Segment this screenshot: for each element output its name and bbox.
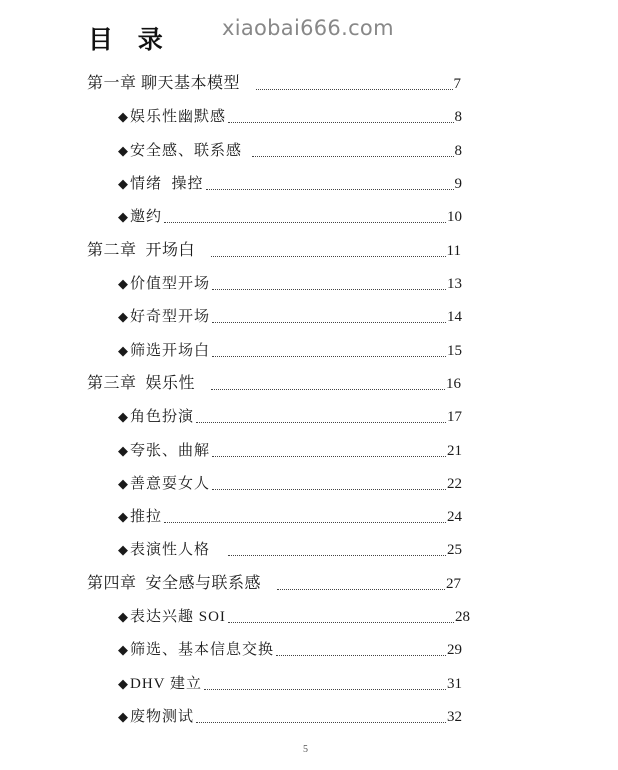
toc-section[interactable] [118,539,462,561]
toc-page-number: 22 [447,476,462,492]
toc-page-number: 31 [447,676,462,692]
toc-label: 邀约 [130,209,163,225]
dot-leader [212,321,446,323]
dot-leader [196,421,446,423]
dot-leader [212,488,446,490]
toc-page-number: 25 [447,542,462,558]
toc-label: 第二章 开场白 [87,242,196,259]
diamond-bullet-icon: ◆ [118,276,129,291]
toc-label: 筛选开场白 [130,343,211,359]
toc-section[interactable] [118,506,462,528]
toc-page-number: 24 [447,509,462,525]
toc-page-number: 32 [447,709,462,725]
diamond-bullet-icon: ◆ [118,642,129,657]
toc-label: 夸张、曲解 [130,443,211,459]
toc-section[interactable] [118,673,462,695]
toc-section[interactable] [118,406,462,428]
page-title: 目 录 [88,25,171,54]
toc-page-number: 7 [453,76,461,92]
dot-leader [277,588,445,590]
dot-leader [211,388,445,390]
dot-leader [211,255,446,257]
toc-label: 表演性人格 [130,542,211,558]
diamond-bullet-icon: ◆ [118,309,129,324]
toc-page-number: 14 [447,309,462,325]
dot-leader [212,455,446,457]
toc-label: 筛选、基本信息交换 [130,642,275,658]
diamond-bullet-icon: ◆ [118,443,129,458]
toc-section[interactable] [118,639,462,661]
toc-section[interactable] [118,440,462,462]
toc-page-number: 10 [447,209,462,225]
toc-label: 表达兴趣 SOI [130,609,226,625]
toc-page-number: 8 [454,143,462,159]
diamond-bullet-icon: ◆ [118,143,129,158]
dot-leader [164,221,446,223]
toc-chapter-1[interactable] [87,73,461,95]
toc-page-number: 28 [455,609,470,625]
dot-leader [196,721,446,723]
toc-page-number: 8 [454,109,462,125]
diamond-bullet-icon: ◆ [118,609,129,624]
dot-leader [256,88,452,90]
toc-label: 情绪 操控 [130,176,204,192]
toc-page-number: 17 [447,409,462,425]
toc-section[interactable] [118,140,462,162]
dot-leader [164,521,446,523]
toc-label: 废物测试 [130,709,195,725]
dot-leader [252,155,453,157]
toc-section[interactable] [118,706,462,728]
toc-section[interactable] [118,606,470,628]
dot-leader [228,621,454,623]
diamond-bullet-icon: ◆ [118,409,129,424]
diamond-bullet-icon: ◆ [118,509,129,524]
toc-label: 价值型开场 [130,276,211,292]
diamond-bullet-icon: ◆ [118,176,129,191]
toc-chapter-3[interactable] [87,373,461,395]
toc-page-number: 9 [454,176,462,192]
toc-label: 安全感、联系感 [130,143,243,159]
diamond-bullet-icon: ◆ [118,476,129,491]
toc-page-number: 13 [447,276,462,292]
toc-page-number: 11 [446,243,461,259]
dot-leader [212,355,446,357]
footer-page-number: 5 [303,744,308,755]
toc-label: DHV 建立 [130,676,202,692]
toc-section[interactable] [118,273,462,295]
toc-page-number: 21 [447,443,462,459]
diamond-bullet-icon: ◆ [118,209,129,224]
diamond-bullet-icon: ◆ [118,676,129,691]
diamond-bullet-icon: ◆ [118,709,129,724]
diamond-bullet-icon: ◆ [118,542,129,557]
dot-leader [212,288,446,290]
dot-leader [228,121,453,123]
toc-label: 善意耍女人 [130,476,211,492]
toc-label: 娱乐性幽默感 [130,109,227,125]
toc-label: 第三章 娱乐性 [87,375,196,392]
toc-page-number: 27 [446,576,461,592]
toc-section[interactable] [118,173,462,195]
watermark-text: xiaobai666.com [222,16,394,40]
toc-label: 角色扮演 [130,409,195,425]
toc-section[interactable] [118,206,462,228]
toc-chapter-2[interactable] [87,240,461,262]
toc-label: 好奇型开场 [130,309,211,325]
toc-label: 第一章 聊天基本模型 [87,75,241,92]
diamond-bullet-icon: ◆ [118,109,129,124]
toc-label: 推拉 [130,509,163,525]
toc-page-number: 16 [446,376,461,392]
toc-page-number: 29 [447,642,462,658]
toc-label: 第四章 安全感与联系感 [87,575,262,592]
toc-section[interactable] [118,306,462,328]
toc-section[interactable] [118,340,462,362]
toc-section[interactable] [118,106,462,128]
toc-page-number: 15 [447,343,462,359]
dot-leader [204,688,446,690]
toc-section[interactable] [118,473,462,495]
dot-leader [228,554,446,556]
dot-leader [276,654,446,656]
dot-leader [206,188,454,190]
diamond-bullet-icon: ◆ [118,343,129,358]
toc-chapter-4[interactable] [87,573,461,595]
